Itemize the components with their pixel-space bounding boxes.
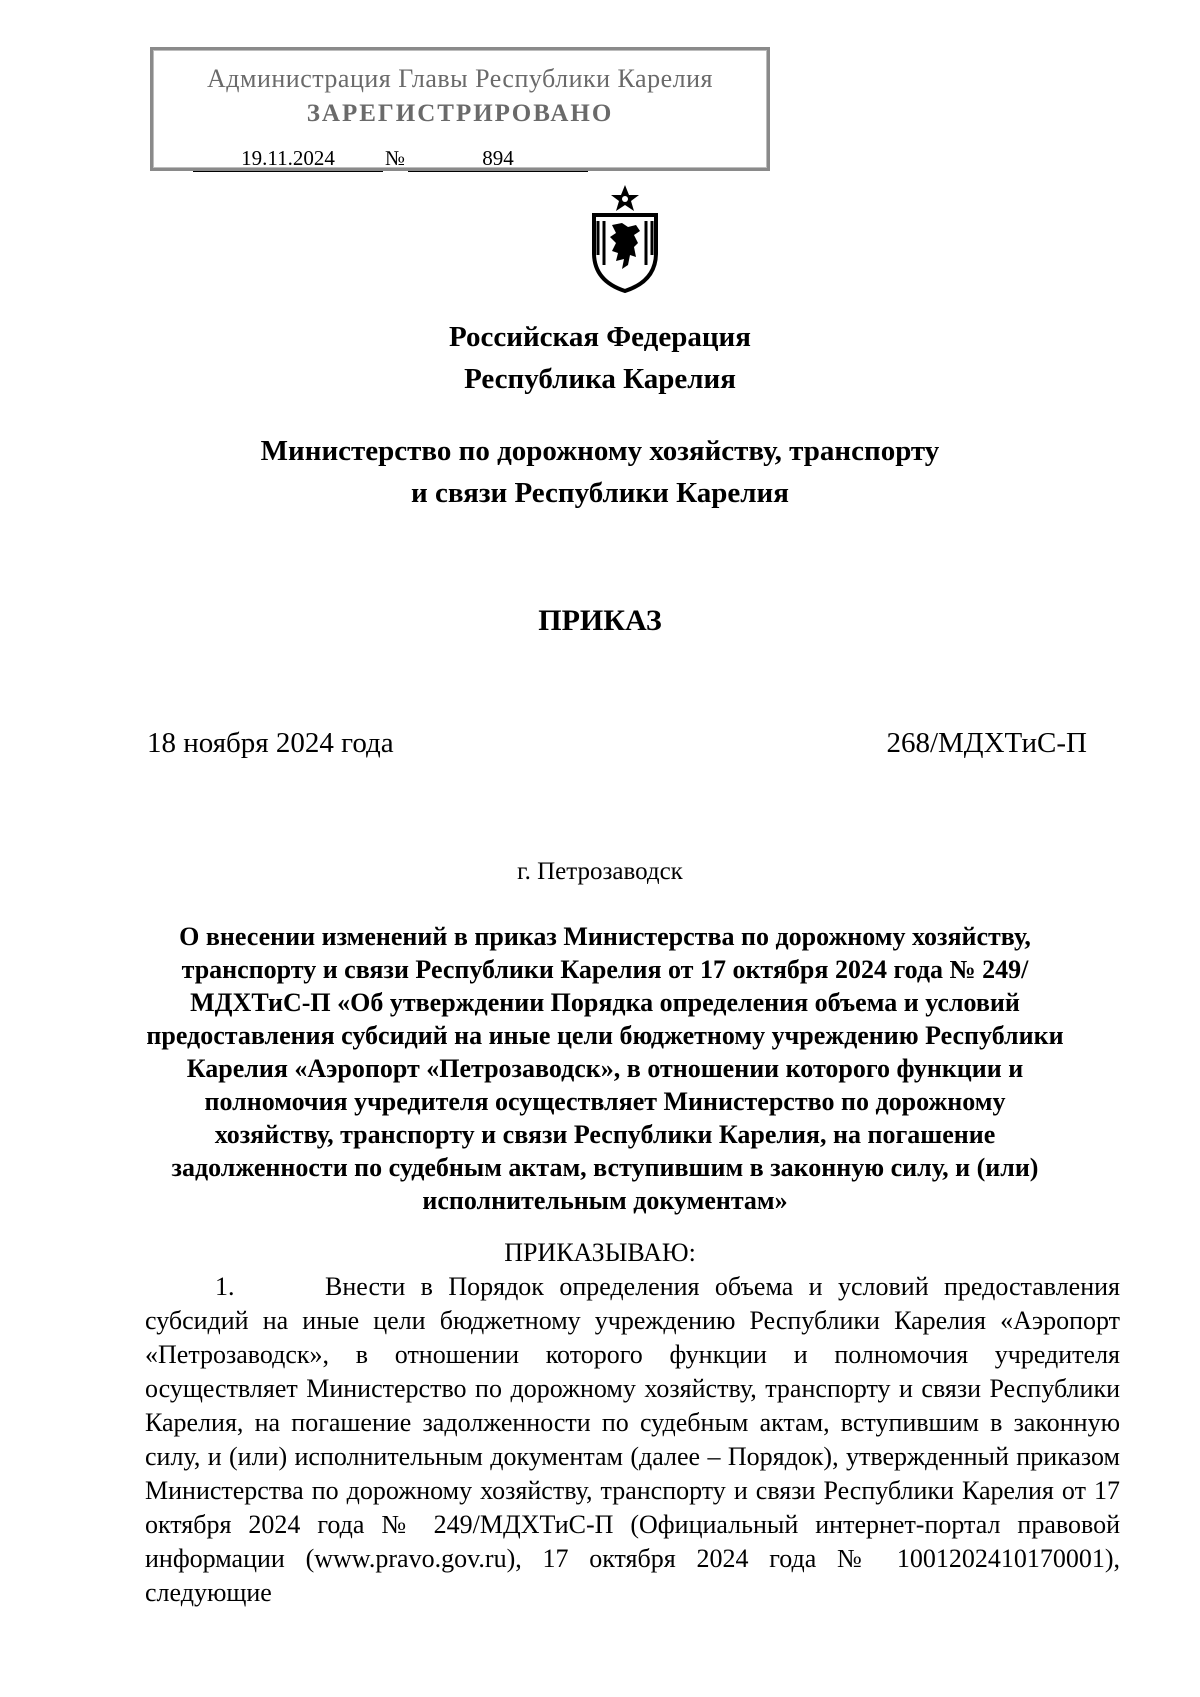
document-number: 268/МДХТиС-П [886,727,1087,759]
document-city: г. Петрозаводск [517,858,683,885]
header-ministry-line2: и связи Республики Карелия [411,477,789,509]
karelia-coat-of-arms-icon [588,183,662,293]
header-country: Российская Федерация [449,321,751,353]
paragraph-1 [145,1270,1120,1610]
header-ministry-block [0,430,1200,514]
header-republic: Республика Карелия [464,363,736,395]
paragraph-1-text: Внести в Порядок определения объема и условий предоставления субсидий на иные цели бюджетному учреждению Республики Карелия «Аэропорт «Петрозаводск», в отношении которого функции и полномочия учредителя осуществляет Министерство по дорожному хозяйству, транспорту и связи Республики Карелия, на погашение задолженности по судебным актам, вступившим в законную силу, и (или) исполнительным документам (далее – Порядок), утвержденный приказом Министерства по дорожному хозяйству, транспорту и связи Республики Карелия от 17 октября 2024 года № 249/МДХТиС-П (Официальный интернет-портал правовой информации (www.pravo.gov.ru), 17 октября 2024 года № 1001202410170001), следующие [145,1272,1120,1607]
header-country-block [0,316,1200,400]
header-ministry-line1: Министерство по дорожному хозяйству, транспорту [260,435,940,467]
stamp-title: Администрация Главы Республики Карелия [207,64,713,93]
document-subject: О внесении изменений в приказ Министерства по дорожному хозяйству, транспорту и связи Республики Карелия от 17 октября 2024 года № 249/МДХТиС-П «Об утверждении Порядка определения объема и условий предоставления субсидий на иные цели бюджетному учреждению Республики Карелия «Аэропорт «Петрозаводск», в отношении которого функции и полномочия учредителя осуществляет Министерство по дорожному хозяйству, транспорту и связи Республики Карелия, на погашение задолженности по судебным актам, вступившим в законную силу, и (или) исполнительным документам» [146,922,1064,1215]
directive: ПРИКАЗЫВАЮ: [504,1238,696,1267]
registration-stamp [150,47,770,171]
document-date: 18 ноября 2024 года [147,727,394,759]
stamp-number: 894 [408,145,588,172]
stamp-date: 19.11.2024 [193,145,383,172]
stamp-status: ЗАРЕГИСТРИРОВАНО [306,100,614,127]
stamp-number-sign: № [385,146,406,170]
document-type: ПРИКАЗ [538,604,662,637]
paragraph-1-number: 1. [215,1272,235,1301]
